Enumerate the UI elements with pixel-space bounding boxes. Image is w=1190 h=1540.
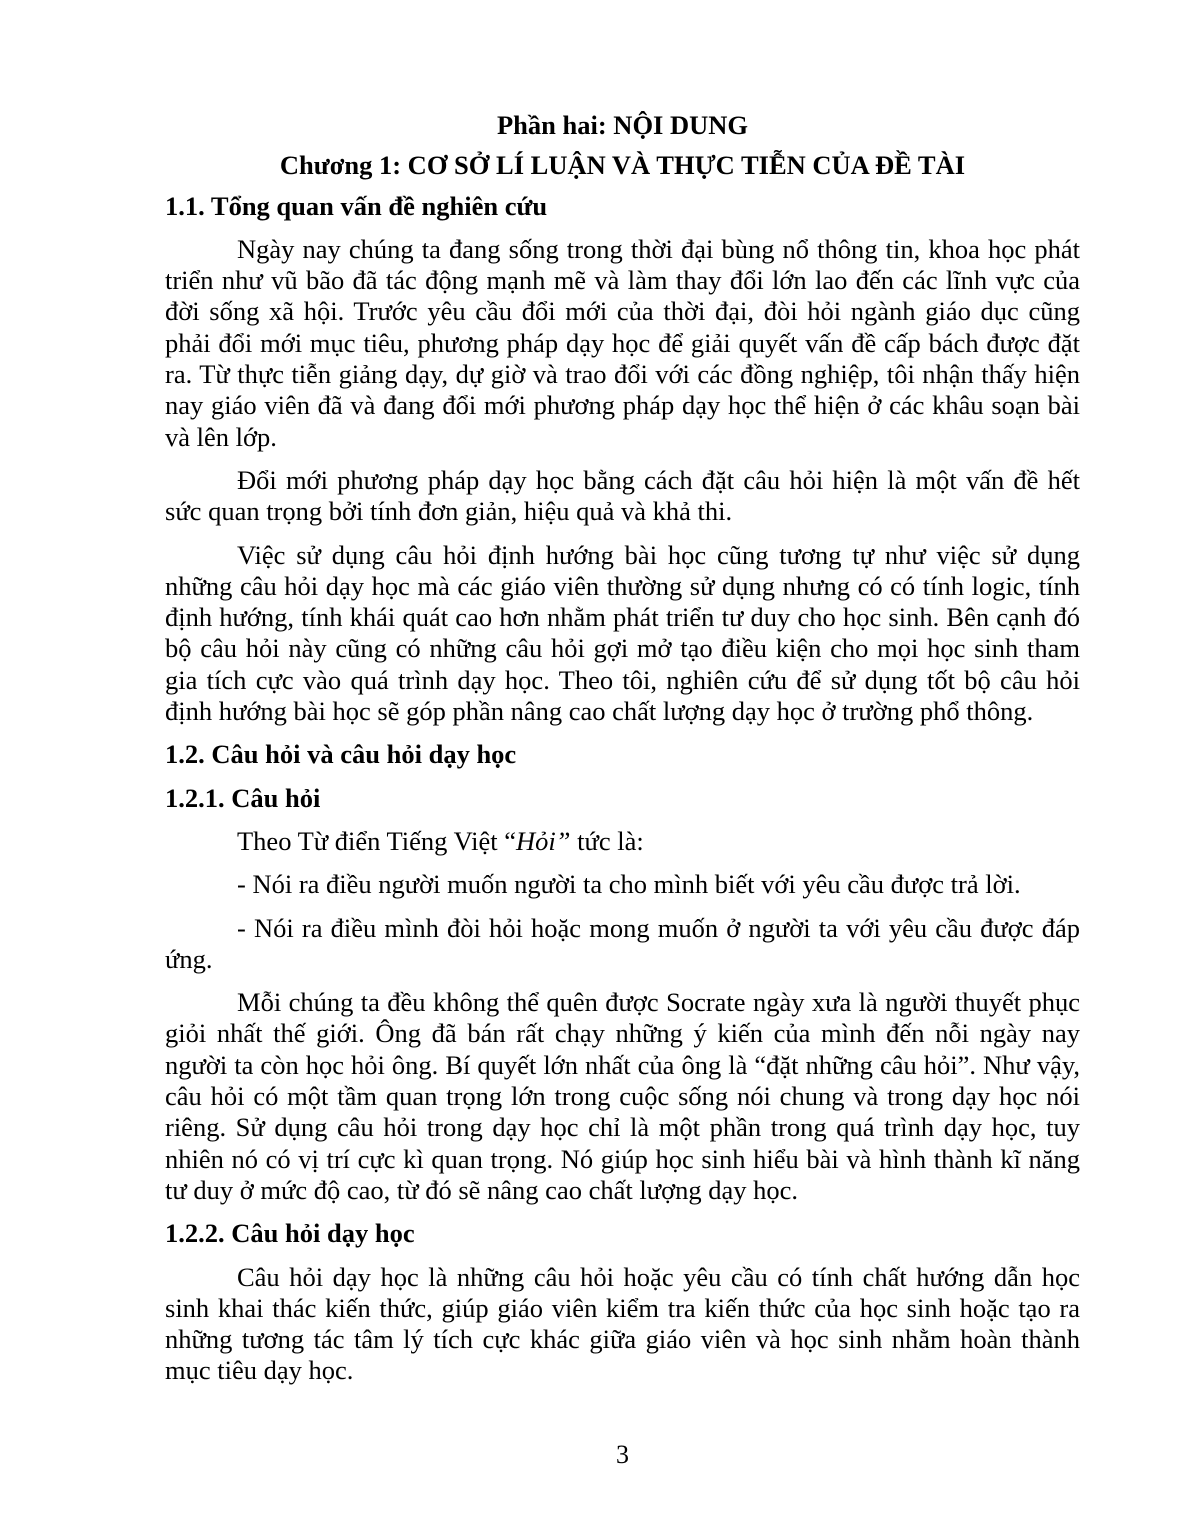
definition-intro-tail: tức là: [570, 825, 644, 856]
section-heading-1-2: 1.2. Câu hỏi và câu hỏi dạy học [165, 739, 517, 770]
chapter-title: Chương 1: CƠ SỞ LÍ LUẬN VÀ THỰC TIỄN CỦA ĐỀ TÀI [279, 150, 966, 181]
paragraph: Mỗi chúng ta đều không thể quên được Socrate ngày xưa là người thuyết phục giỏi nhất thế giới. Ông đã bán rất chạy những ý kiến của mình đến nỗi ngày nay người ta còn học hỏi ông. Bí quyết lớn nhất của ông là “đặt những câu hỏi”. Như vậy, câu hỏi có một tầm quan trọng lớn trong cuộc sống nói chung và trong dạy học nói riêng. Sử dụng câu hỏi trong dạy học chỉ là một phần trong quá trình dạy học, tuy nhiên nó có vị trí cực kì quan trọng. Nó giúp học sinh hiểu bài và hình thành kĩ năng tư duy ở mức độ cao, từ đó sẽ nâng cao chất lượng dạy học. [165, 987, 1080, 1205]
paragraph: Câu hỏi dạy học là những câu hỏi hoặc yêu cầu có tính chất hướng dẫn học sinh khai thác kiến thức, giúp giáo viên kiểm tra kiến thức của học sinh hoặc tạo ra những tương tác tâm lý tích cực khác giữa giáo viên và học sinh nhằm hoàn thành mục tiêu dạy học. [165, 1261, 1080, 1386]
page-content [165, 110, 1080, 1399]
definition-intro-text: Theo Từ điển Tiếng Việt “ [237, 825, 516, 856]
definition-bullet: - Nói ra điều mình đòi hỏi hoặc mong muốn ở người ta với yêu cầu được đáp ứng. [165, 912, 1080, 974]
paragraph: Đổi mới phương pháp dạy học bằng cách đặt câu hỏi hiện là một vấn đề hết sức quan trọng bởi tính đơn giản, hiệu quả và khả thi. [165, 464, 1080, 527]
part-title: Phần hai: NỘI DUNG [496, 110, 749, 140]
definition-bullet: - Nói ra điều người muốn người ta cho mình biết với yêu cầu được trả lời. [237, 869, 1021, 900]
page-number: 3 [616, 1440, 629, 1469]
section-heading-1-2-1: 1.2.1. Câu hỏi [165, 782, 321, 813]
section-heading-1-1: 1.1. Tổng quan vấn đề nghiên cứu [165, 190, 548, 221]
definition-intro [165, 826, 1080, 857]
paragraph: Ngày nay chúng ta đang sống trong thời đại bùng nổ thông tin, khoa học phát triển như vũ bão đã tác động mạnh mẽ và làm thay đổi lớn lao đến các lĩnh vực của đời sống xã hội. Trước yêu cầu đổi mới của thời đại, đòi hỏi ngành giáo dục cũng phải đổi mới mục tiêu, phương pháp dạy học để giải quyết vấn đề cấp bách được đặt ra. Từ thực tiễn giảng dạy, dự giờ và trao đổi với các đồng nghiệp, tôi nhận thấy hiện nay giáo viên đã và đang đổi mới phương pháp dạy học thể hiện ở các khâu soạn bài và lên lớp. [165, 233, 1080, 452]
definition-term: Hỏi” [516, 825, 571, 856]
paragraph: Việc sử dụng câu hỏi định hướng bài học cũng tương tự như việc sử dụng những câu hỏi dạy học mà các giáo viên thường sử dụng nhưng có có tính logic, tính định hướng, tính khái quát cao hơn nhằm phát triển tư duy cho học sinh. Bên cạnh đó bộ câu hỏi này cũng có những câu hỏi gợi mở tạo điều kiện cho mọi học sinh tham gia tích cực vào quá trình dạy học. Theo tôi, nghiên cứu để sử dụng tốt bộ câu hỏi định hướng bài học sẽ góp phần nâng cao chất lượng dạy học ở trường phổ thông. [165, 539, 1080, 727]
section-heading-1-2-2: 1.2.2. Câu hỏi dạy học [165, 1218, 415, 1249]
